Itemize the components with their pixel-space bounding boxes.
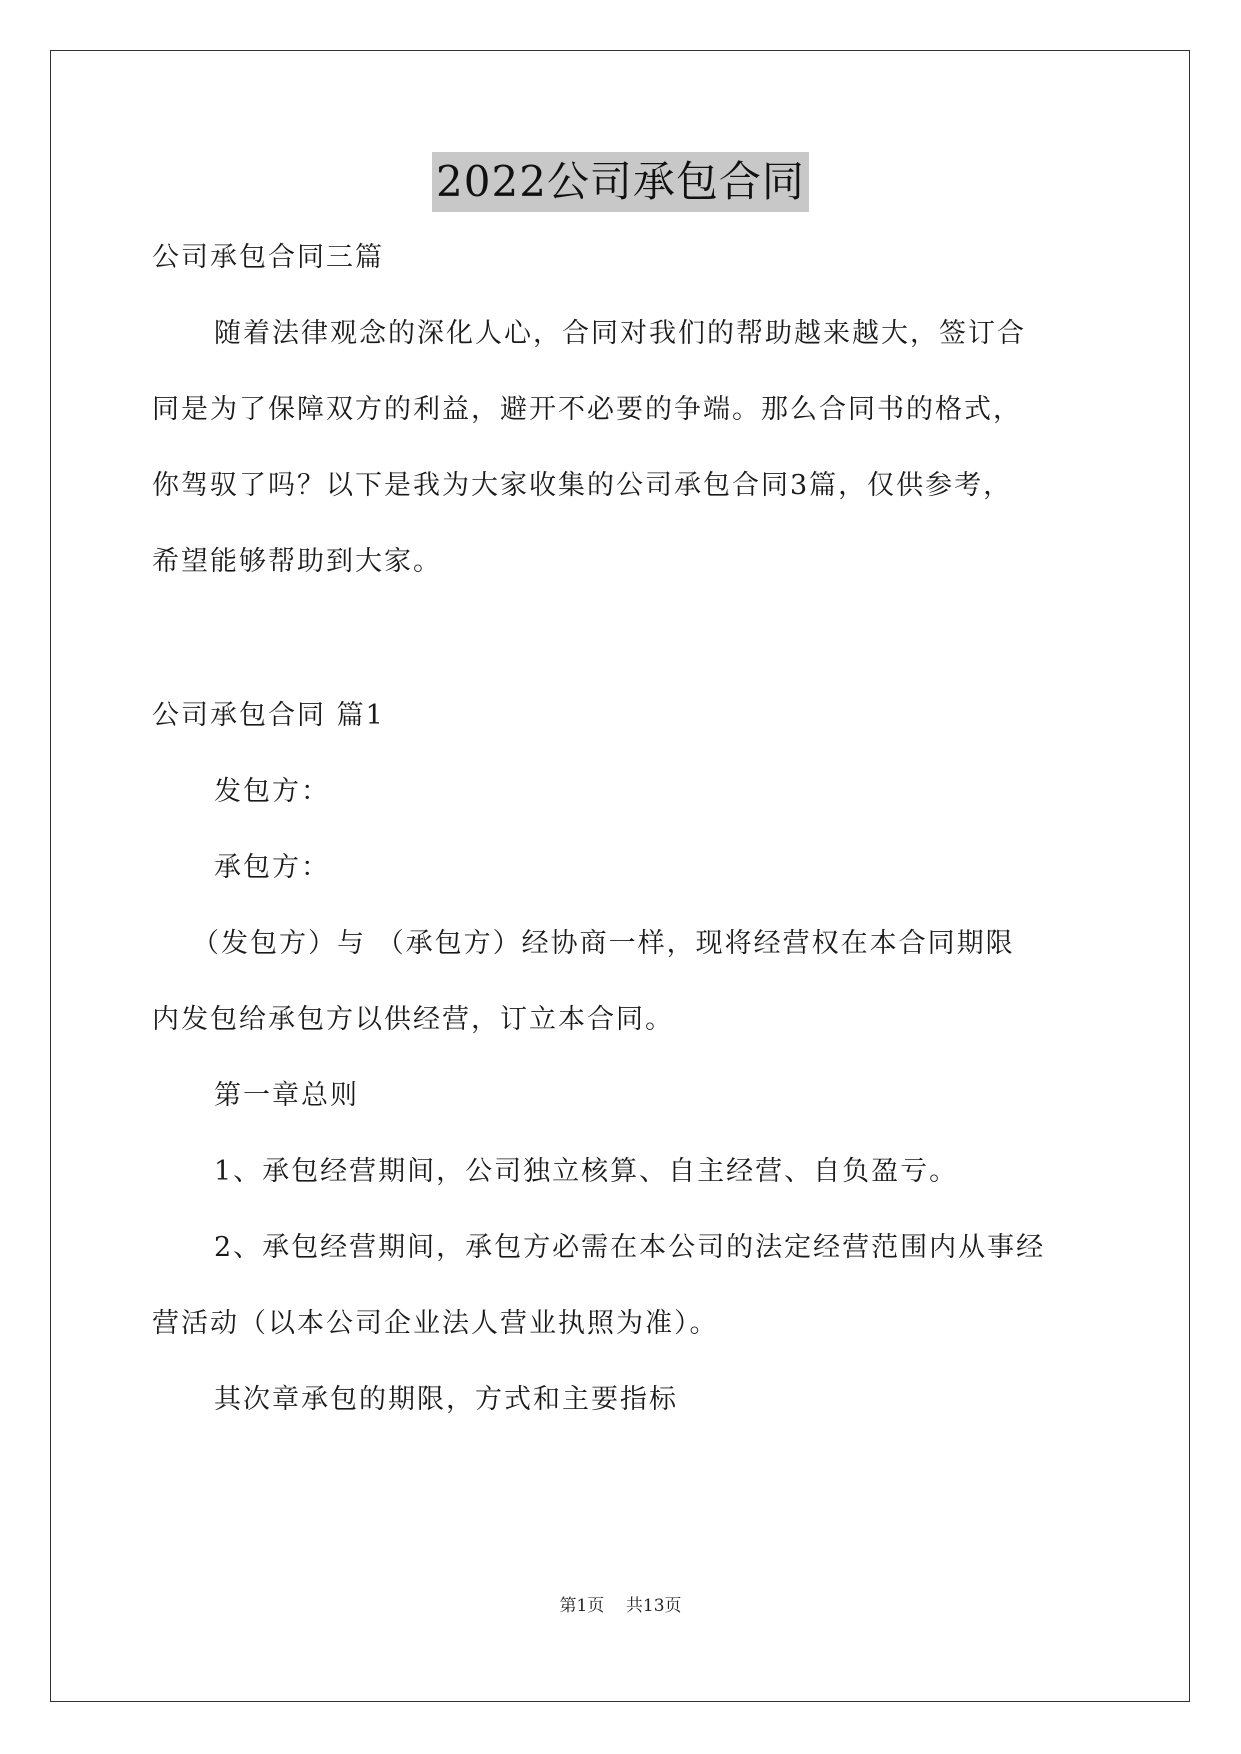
paragraph-line: 营活动（以本公司企业法人营业执照为准）。 — [152, 1308, 719, 1339]
title-container — [0, 152, 1241, 212]
paragraph-line: （发包方）与 （承包方）经协商一样，现将经营权在本合同期限 — [192, 928, 1015, 959]
section-heading: 公司承包合同 篇1 — [152, 700, 385, 731]
document-title: 2022公司承包合同 — [432, 152, 809, 212]
chapter-heading: 其次章承包的期限，方式和主要指标 — [214, 1384, 678, 1415]
paragraph-line: 你驾驭了吗？以下是我为大家收集的公司承包合同3篇，仅供参考， — [152, 470, 1013, 501]
paragraph-line: 发包方： — [214, 776, 330, 807]
paragraph-line: 内发包给承包方以供经营，订立本合同。 — [152, 1004, 674, 1035]
total-pages: 共13页 — [625, 1596, 682, 1616]
section-heading: 公司承包合同三篇 — [152, 242, 384, 273]
paragraph-line: 同是为了保障双方的利益，避开不必要的争端。那么合同书的格式， — [152, 394, 1022, 425]
paragraph-line: 承包方： — [214, 852, 330, 883]
paragraph-line: 随着法律观念的深化人心，合同对我们的帮助越来越大，签订合 — [214, 318, 1026, 349]
paragraph-line: 1、承包经营期间，公司独立核算、自主经营、自负盈亏。 — [214, 1156, 959, 1187]
page-number: 第1页 — [559, 1596, 605, 1616]
paragraph-line: 希望能够帮助到大家。 — [152, 546, 442, 577]
paragraph-line: 2、承包经营期间，承包方必需在本公司的法定经营范围内从事经 — [214, 1232, 1046, 1263]
chapter-heading: 第一章总则 — [214, 1080, 359, 1111]
footer-gap — [604, 1596, 626, 1616]
page-footer — [0, 1594, 1241, 1618]
